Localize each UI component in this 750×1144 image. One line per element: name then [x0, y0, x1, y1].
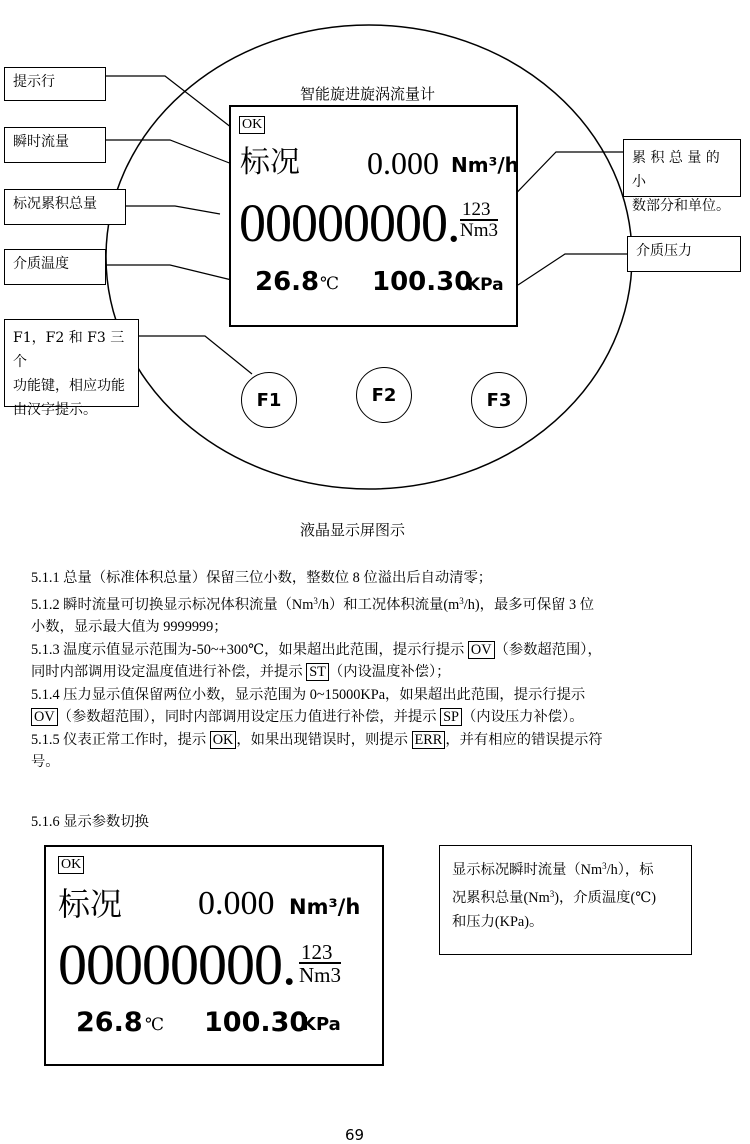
fkeys-line-1: F1，F2 和 F3 三个	[13, 330, 125, 370]
lcd-mode: 标况	[240, 145, 300, 180]
lcd-flow-value: 0.000	[367, 145, 439, 181]
lcd-total-unit: Nm3	[460, 220, 498, 241]
lcd2-pressure-value: 100.30	[204, 1007, 309, 1038]
code-ov: OV	[468, 641, 495, 659]
lcd-total-value: 00000000.	[239, 193, 460, 253]
lcd-pressure-unit: KPa	[467, 275, 504, 295]
code-st: ST	[306, 663, 329, 681]
lcd2-flow-value: 0.000	[198, 885, 275, 922]
note-box	[439, 845, 692, 955]
lcd-flow-unit: Nm³/h	[451, 153, 519, 177]
body-text	[31, 567, 603, 774]
leader-temp	[106, 265, 244, 283]
lcd-screen	[229, 105, 518, 327]
code-ov-2: OV	[31, 708, 58, 726]
decimals-line-1: 累 积 总 量 的 小	[632, 150, 720, 190]
lcd-temp-unit: ℃	[320, 274, 340, 293]
diagram-caption: 液晶显示屏图示	[300, 521, 406, 539]
leader-total	[126, 206, 220, 214]
f3-key[interactable]: F3	[471, 372, 527, 428]
fkeys-line-2: 功能键，相应功能	[13, 378, 125, 394]
label-total-decimals	[623, 139, 741, 214]
text-line-2: 5.1.2 瞬时流量可切换显示标况体积流量（Nm$^3$/h）和工况体积流量$(m^3/h)$，最多可保留 3 位	[31, 595, 595, 613]
leader-fkeys	[139, 336, 252, 374]
decimals-line-2: 数部分和单位。	[632, 198, 730, 214]
leader-decimals	[502, 152, 623, 208]
label-medium-pressure: 介质压力	[627, 236, 741, 272]
text-line-8: 5.1.5 仪表正常工作时，提示 OK ，如果出现错误时，则提示 ERR ，并有相应的错误提示符	[31, 731, 603, 748]
lcd-temp-value: 26.8	[255, 267, 320, 297]
note-line-3: 和压力(KPa)。	[452, 914, 544, 930]
lcd2-temp-unit: ℃	[145, 1015, 165, 1034]
label-fkeys	[4, 319, 139, 418]
text-line-3: 小数，显示最大值为 9999999；	[31, 619, 228, 635]
text-line-5: 同时内部调用设定温度值进行补偿，并提示 ST （内设温度补偿）；	[31, 664, 451, 680]
lcd2-total-value: 00000000.	[58, 932, 296, 997]
label-prompt-line: 提示行	[4, 67, 106, 101]
fkeys-line-3: 由汉字提示。	[13, 402, 97, 418]
note-line-1: 显示标况瞬时流量（Nm$^3$/h），标	[452, 861, 654, 878]
label-medium-temp: 介质温度	[4, 249, 106, 285]
lcd2-status: OK	[58, 856, 84, 874]
lcd-pressure-value: 100.30	[372, 267, 473, 297]
leader-prompt	[106, 76, 232, 128]
label-instant-flow: 瞬时流量	[4, 127, 106, 163]
leader-pressure	[518, 254, 627, 285]
text-line-6: 5.1.4 压力显示值保留两位小数，显示范围为 0~15000KPa，如果超出此范围，提示行提示	[31, 686, 586, 703]
device-title: 智能旋进旋涡流量计	[300, 85, 436, 103]
page-number: 69	[345, 1126, 365, 1144]
code-sp: SP	[440, 708, 462, 726]
lcd2-pressure-unit: KPa	[302, 1014, 341, 1035]
text-line-9: 号。	[31, 754, 60, 770]
leader-flow	[106, 140, 232, 164]
lcd2-total-decimals: 123	[301, 940, 333, 964]
label-std-total: 标况累积总量	[4, 189, 126, 225]
lcd2-temp-value: 26.8	[76, 1007, 143, 1038]
lcd2-mode: 标况	[58, 885, 123, 923]
code-err: ERR	[412, 731, 446, 749]
lcd-screen-2	[44, 845, 384, 1066]
section-heading: 5.1.6 显示参数切换	[31, 814, 149, 830]
lcd-total-decimals: 123	[462, 199, 491, 220]
text-line-4: 5.1.3 温度示值显示范围为-50~+300℃，如果超出此范围，提示行提示 OV （参数超范围），	[31, 641, 602, 658]
text-line-1: 5.1.1 总量（标准体积总量）保留三位小数，整数位 8 位溢出后自动清零；	[31, 570, 493, 586]
f1-key[interactable]: F1	[241, 372, 297, 428]
note-line-2: 况累积总量(Nm$^3$)，介质温度(℃)	[452, 889, 656, 906]
lcd2-flow-unit: Nm³/h	[289, 895, 361, 919]
code-ok: OK	[210, 731, 237, 749]
lcd2-total-unit: Nm3	[299, 963, 341, 987]
f2-key[interactable]: F2	[356, 367, 412, 423]
text-line-7: OV （参数超范围），同时内部调用设定压力值进行补偿，并提示 SP （内设压力补偿）。	[31, 706, 603, 729]
lcd-status: OK	[239, 116, 265, 134]
